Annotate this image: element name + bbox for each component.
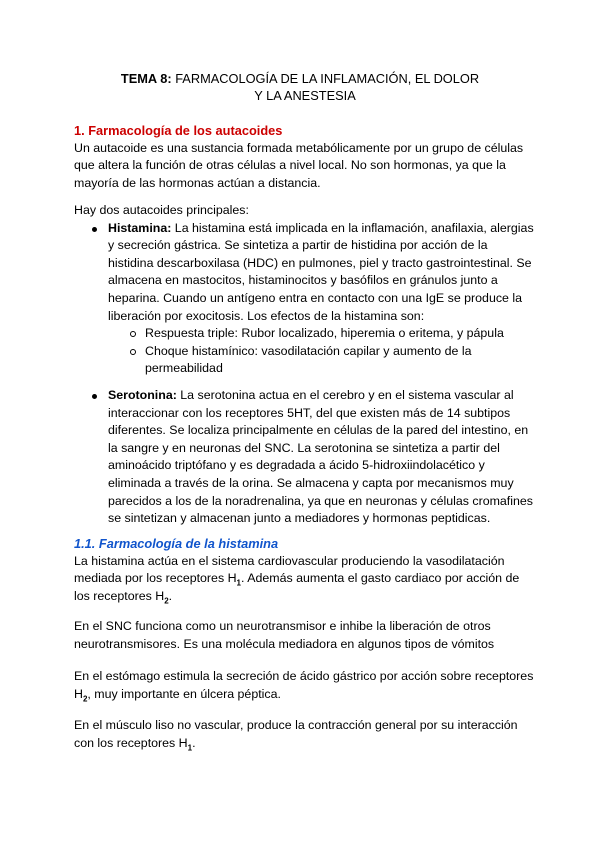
text-span: .	[192, 735, 196, 750]
paragraph-estomago	[74, 668, 534, 703]
autacoide-definition: Un autacoide es una sustancia formada metabólicamente por un grupo de células que altera la función de otras células a nivel local. No son hormonas, ya que la mayoría de las hormonas actúan a distancia.	[74, 140, 524, 190]
text-span: , muy importante en úlcera péptica.	[87, 686, 281, 701]
text-span: . Además aumenta el gasto cardiaco por acción de los receptores H	[74, 571, 520, 603]
title-prefix: TEMA 8:	[120, 71, 172, 86]
subscript: 1	[236, 578, 241, 588]
subscript: 1	[187, 743, 193, 753]
text-span: En el estómago estimula la secreción de ácido gástrico por acción sobre receptores H	[74, 669, 534, 701]
title-line-2: Y LA ANESTESIA	[254, 88, 356, 103]
paragraph-snc-block	[74, 618, 534, 653]
serotonina-text: La serotonina actua en el cerebro y en el sistema vascular al interaccionar con los receptores 5HT, del que existen más de 14 subtipos diferentes. Se localiza principalmente en células de la pared del intestino, en la sangre y en neuronas del SNC. La serotonina se sintetiza a partir del aminoácido triptófano y es degradada a ácido 5-hidroxiindolacético y eliminada a través de la orina. Se almacena y capta por mecanismos muy parecidos a los de la noradrenalina, ya que en neuronas y células cromafines se sintetizan y almacenan junto a mediadores y hormonas peptidicas.	[108, 388, 533, 526]
text-span: .	[168, 588, 173, 603]
term-serotonina: Serotonina:	[108, 388, 177, 402]
paragraph-cardiovascular	[74, 553, 534, 606]
autacoides-list-block	[74, 202, 534, 378]
section-histamina-pharmacology	[74, 535, 534, 605]
effect-item	[108, 325, 534, 343]
autacoides-lead: Hay dos autacoides principales:	[74, 203, 249, 217]
paragraph-snc: En el SNC funciona como un neurotransmisor e inhibe la liberación de otros neurotransmisores. Es una molécula mediadora en algunos tipos de vómitos	[74, 619, 495, 651]
hollow-bullet-icon	[130, 331, 136, 337]
histamina-effects-list	[108, 325, 534, 378]
histamina-text: La histamina está implicada en la inflamación, anafilaxia, alergias y secreción gástrica. Se sintetiza a partir de histidina por acción de la histidina descarboxilasa (HDC) en pulmones, piel y tracto gastrointestinal. Se almacena en mastocitos, histaminocitos y basófilos en gránulos junto a heparina. Cuando un antígeno entra en contacto con una IgE se produce la liberación por exocitosis. Los efectos de la histamina son:	[108, 220, 534, 323]
effect-item	[108, 343, 534, 378]
bullet-icon	[92, 394, 97, 399]
list-item-serotonina	[74, 387, 534, 528]
effect-text: Choque histamínico: vasodilatación capilar y aumento de la permeabilidad	[145, 343, 472, 376]
text-span: La histamina actúa en el sistema cardiovascular produciendo la vasodilatación mediada por los receptores H	[74, 553, 505, 586]
autacoides-list	[74, 220, 534, 378]
section-1-1-heading: 1.1. Farmacología de la histamina	[74, 536, 279, 551]
serotonina-block	[74, 387, 534, 528]
section-1-heading: 1. Farmacología de los autacoides	[74, 123, 283, 138]
subscript: 2	[164, 596, 169, 606]
hollow-bullet-icon	[130, 349, 136, 355]
title-line-1: FARMACOLOGÍA DE LA INFLAMACIÓN, EL DOLOR	[171, 71, 480, 86]
page-title	[0, 70, 600, 104]
paragraph-musculo-block	[74, 717, 534, 752]
list-item-histamina	[74, 220, 534, 378]
paragraph-estomago-block	[74, 668, 534, 703]
effect-text: Respuesta triple: Rubor localizado, hiperemia o eritema, y pápula	[145, 326, 504, 341]
autacoides-list-continued	[74, 387, 534, 528]
text-span: En el músculo liso no vascular, produce la contracción general por su interacción con los receptores H	[74, 718, 518, 750]
subscript: 2	[82, 694, 88, 704]
paragraph-musculo	[74, 717, 534, 752]
term-histamina: Histamina:	[108, 220, 172, 235]
bullet-icon	[92, 227, 97, 232]
section-autacoides	[74, 122, 534, 192]
